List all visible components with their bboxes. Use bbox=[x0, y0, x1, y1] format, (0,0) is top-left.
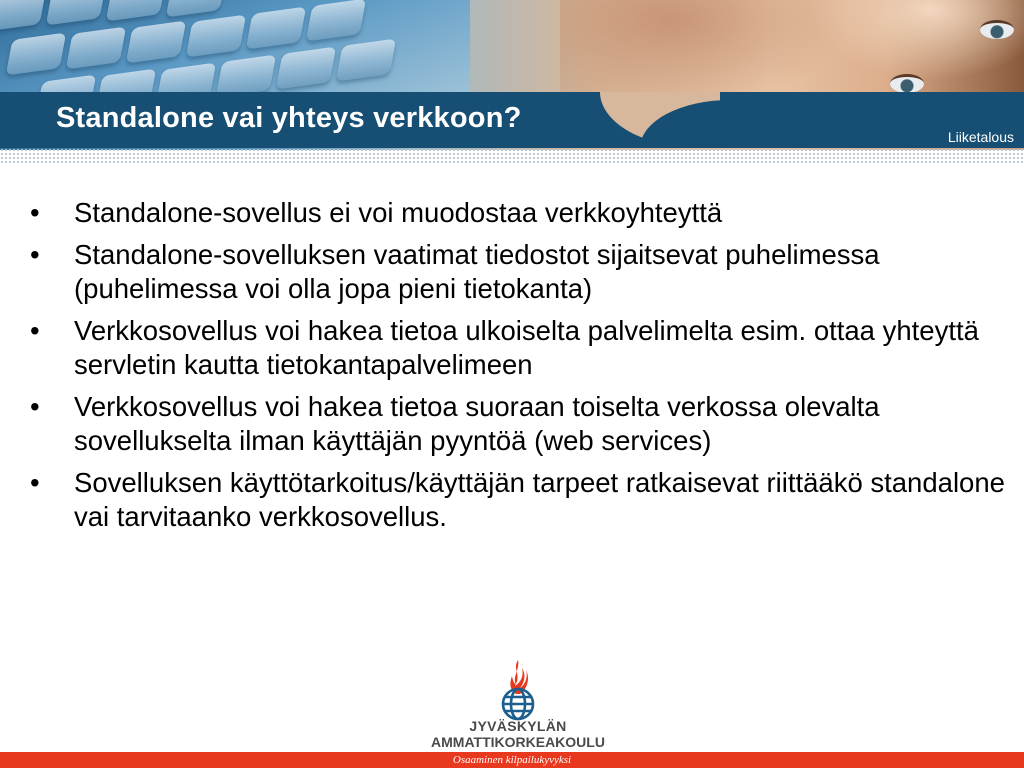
bullet-text: Sovelluksen käyttötarkoitus/käyttäjän tarpeet ratkaisevat riittääkö standalone vai tarvitaanko verkkosovellus. bbox=[74, 467, 1005, 532]
bullet-marker: • bbox=[30, 315, 40, 346]
face-eye bbox=[890, 74, 924, 93]
keyboard-key bbox=[336, 39, 396, 82]
bullet-item bbox=[30, 196, 1005, 230]
keyboard-key bbox=[246, 7, 306, 50]
keyboard-key bbox=[276, 47, 336, 90]
bullet-marker: • bbox=[30, 391, 40, 422]
bullet-marker: • bbox=[30, 239, 40, 270]
bullet-text: Verkkosovellus voi hakea tietoa ulkoiselta palvelimelta esim. ottaa yhteyttä servletin kautta tietokantapalvelimeen bbox=[74, 315, 979, 380]
keyboard-key bbox=[6, 33, 66, 76]
logo-name-line2: AMMATTIKORKEAKOULU bbox=[431, 734, 605, 750]
bullet-text: Standalone-sovellus ei voi muodostaa verkkoyhteyttä bbox=[74, 197, 723, 228]
school-logo bbox=[430, 658, 606, 754]
bullet-item bbox=[30, 238, 1005, 306]
bullet-text: Verkkosovellus voi hakea tietoa suoraan toiselta verkossa olevalta sovellukselta ilman käyttäjän pyyntöä (web services) bbox=[74, 391, 880, 456]
bullet-list bbox=[30, 196, 1005, 542]
keyboard-key bbox=[156, 63, 216, 95]
slogan-text: Osaaminen kilpailukyvyksi bbox=[452, 754, 572, 766]
keyboard-key bbox=[126, 21, 186, 64]
dotted-divider bbox=[0, 148, 1024, 164]
bullet-marker: • bbox=[30, 467, 40, 498]
keyboard-key bbox=[306, 0, 366, 41]
keyboard-key bbox=[0, 0, 46, 31]
bullet-marker: • bbox=[30, 197, 40, 228]
keyboard-key bbox=[216, 55, 276, 95]
keyboard-key bbox=[106, 0, 166, 21]
face-eye bbox=[980, 20, 1014, 39]
logo-emblem-icon bbox=[496, 658, 540, 722]
keyboard-key bbox=[186, 15, 246, 58]
department-label: Liiketalous bbox=[947, 129, 1014, 145]
keyboard-key bbox=[66, 27, 126, 70]
page-title: Standalone vai yhteys verkkoon? bbox=[56, 102, 522, 134]
keyboard-key bbox=[46, 0, 106, 25]
bullet-item bbox=[30, 466, 1005, 534]
logo-name-line1: JYVÄSKYLÄN bbox=[469, 718, 567, 734]
face-photo bbox=[560, 0, 1024, 100]
bullet-text: Standalone-sovelluksen vaatimat tiedostot sijaitsevat puhelimessa (puhelimessa voi olla jopa pieni tietokanta) bbox=[74, 239, 880, 304]
keyboard-photo bbox=[0, 0, 470, 95]
bullet-item bbox=[30, 390, 1005, 458]
keyboard-key bbox=[166, 0, 226, 17]
bullet-item bbox=[30, 314, 1005, 382]
